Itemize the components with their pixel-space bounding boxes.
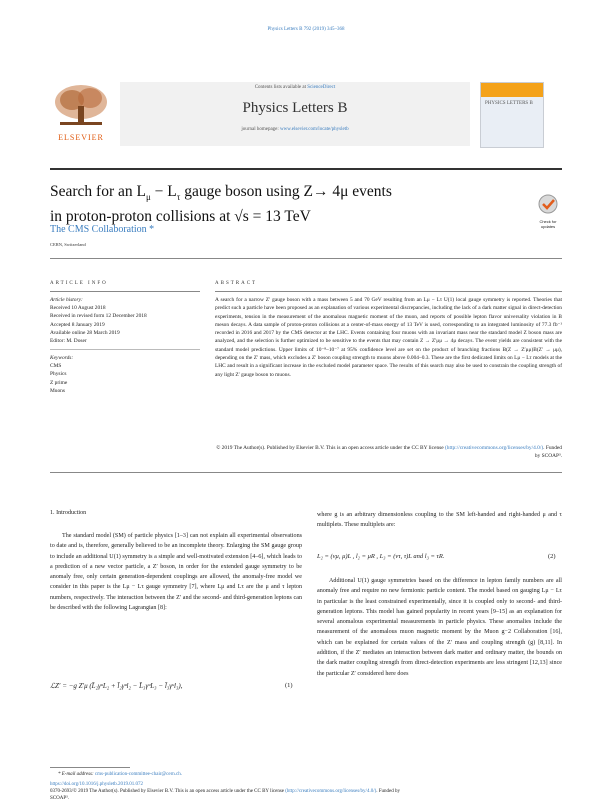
badge-line1: Check for [539,219,557,224]
equation-1: ℒZ′ = −g Z′μ (L̄₂γᵘL₂ + l̄₂γᵘl₂ − L̄₃γᵘL₃ − l̄₃γᵘl₃), [50,682,183,690]
history-item: Accepted 8 January 2019 [50,321,105,328]
contents-line [120,85,470,90]
title-sub: τ [176,192,181,203]
history-item: Available online 28 March 2019 [50,329,120,336]
keywords [50,354,200,395]
title-part: gauge boson using Z→ 4μ events [180,183,392,200]
license-link[interactable]: (http://creativecommons.org/licenses/by/4.0/) [445,445,544,451]
footer [50,781,562,802]
journal-title: Physics Letters B [242,100,348,116]
footer-text: . Funded by [376,789,400,794]
keyword: CMS [50,363,62,370]
right-paragraph-2: Additional U(1) gauge symmetries based on the difference in lepton family numbers are all anomaly free and require no new fermionic particle content. The model based on gauging Lμ − Lτ in particular is the least constrained experimentally, since it is coupled only to second- and third-generation leptons. This model has gained popularity in recent years [9–15] as an explanation for several anomalous experimental measurements in particle physics. These anomalies include the measurement of the anomalous muon magnetic moment by the Muon g−2 Collaboration [16], which can be explained for certain values of the Z′ mass and coupling strength (g) [8,11]. In addition, if the Z′ mediates an interaction between dark matter and ordinary matter, the bounds on the dark matter coupling strength from direct-detection experiments are less stringent [12,13] since the particular Z′ considered here does [317,578,562,677]
cover-journal-name: PHYSICS LETTERS B [485,101,533,106]
homepage-link[interactable]: www.elsevier.com/locate/physletb [280,127,349,132]
intro-paragraph: The standard model (SM) of particle physics [1–3] can not explain all experimental observations to date and is, therefore, generally believed to be an incomplete theory. Enlarging the SM gauge group to include an additional U(1) symmetry is a simple and well-motivated extension [4–6], which leads to a prediction of a new vector particle, a Z′ boson, in order for the extended gauge symmetry to be anomaly free, only certain generation-dependent couplings are allowed, the anomaly-free model we consider in this paper is the Lμ − Lτ gauge symmetry [7], where Lμ and Lτ are the μ and τ lepton numbers, respectively. The interaction between the Z′ and the second- and third-generation leptons can be described with the following Lagrangian [8]: [50,533,302,612]
keyword: Physics [50,371,67,378]
journal-cover-thumbnail[interactable] [480,82,544,148]
contents-prefix: Contents lists available at [254,85,308,90]
footnote-label: * E-mail address: [58,772,95,777]
divider [50,291,200,292]
article-info-heading: ARTICLE INFO [50,281,108,286]
check-updates-icon [534,194,562,214]
copyright-text: . Funded by SCOAP³. [534,445,562,460]
history-heading: Article history: [50,297,83,303]
publisher-name: ELSEVIER [58,133,104,142]
history-item: Received in revised form 12 December 2018 [50,313,147,320]
journal-banner [120,82,470,146]
footer-text: 0370-2693/© 2019 The Author(s). Published by Elsevier B.V. This is an open access article under the CC BY license [50,789,286,794]
divider [215,291,562,292]
article-history [50,296,200,345]
section-heading-introduction: 1. Introduction [50,510,87,516]
keyword: Z prime [50,379,68,386]
equation-2: L₂ = (νμ, μ)L , l₂ = μR , L₃ = (ντ, τ)L and l₃ = τR. [317,553,445,560]
equation-2-number: (2) [548,553,556,560]
article-title [50,182,490,226]
footer-license-link[interactable]: (http://creativecommons.org/licenses/by/4.0/) [285,789,377,794]
sciencedirect-link[interactable]: ScienceDirect [307,85,336,90]
elsevier-tree-icon [50,82,112,128]
affiliation: CERN, Switzerland [50,242,86,247]
journal-reference[interactable]: Physics Letters B 792 (2019) 345–368 [267,27,345,32]
homepage-prefix: journal homepage: [241,127,281,132]
title-part: − L [150,183,177,200]
divider [50,258,562,259]
authors[interactable]: The CMS Collaboration * [50,224,155,235]
title-sub: μ [145,192,151,203]
doi-link[interactable]: https://doi.org/10.1016/j.physletb.2019.01.072 [50,782,143,787]
badge-line2: updates [540,224,556,229]
copyright-text: © 2019 The Author(s). Published by Elsevier B.V. This is an open access article under the CC BY license [216,445,444,451]
divider [50,472,562,473]
check-for-updates-badge[interactable] [534,194,562,229]
abstract-text: A search for a narrow Z′ gauge boson with a mass between 5 and 70 GeV resulting from an Lμ − Lτ U(1) local gauge symmetry is reported. Theories that predict such a particle have been proposed as an explanation of various experimental discrepancies, including the lack of a dark matter signal in direct-detection experiments, tension in the measurement of the anomalous magnetic moment of the muon, and reports of possible lepton flavor universality violation in B meson decays. A data sample of proton-proton collisions at a center-of-mass energy of 13 TeV is used, corresponding to an integrated luminosity of 77.3 fb⁻¹ recorded in 2016 and 2017 by the CMS detector at the LHC. Events containing four muons with an invariant mass near the standard model Z boson mass are analyzed, and the selection is further optimized to be sensitive to the events that may contain Z → Z′μμ → 4μ decays. The event yields are consistent with the standard model predictions. Upper limits of 10⁻⁸–10⁻⁷ at 95% confidence level are set on the product of branching fractions B(Z → Z′μμ)B(Z′ → μμ), depending on the Z′ mass, which excludes a Z′ boson coupling strength to muons above 0.004–0.3. These are the first dedicated limits on Lμ − Lτ models at the LHC and result in a significant increase in the excluded model parameter space. The results of this search may also be used to constrain the coupling strength of any light Z′ gauge boson to muons. [215,297,562,378]
history-item: Editor: M. Doser [50,338,87,345]
abstract-copyright [215,444,562,461]
header-divider [50,168,562,170]
keywords-heading: Keywords: [50,355,74,361]
homepage-line [120,127,470,132]
footer-scoap: SCOAP³. [50,796,69,801]
title-line-2: in proton-proton collisions at √s = 13 TeV [50,208,311,226]
elsevier-logo[interactable] [50,82,112,140]
keyword: Muons [50,387,65,394]
email-link[interactable]: cms-publication-committee-chair@cern.ch. [94,772,182,777]
divider [50,349,200,350]
title-part: Search for an L [50,183,146,200]
equation-1-number: (1) [285,682,293,689]
journal-header [50,82,562,146]
right-paragraph-1: where g is an arbitrary dimensionless coupling to the SM left-handed and right-handed μ and τ multiplets. These multiplets are: [317,512,562,529]
abstract-heading: ABSTRACT [215,281,258,286]
footnote-divider [50,767,130,768]
history-item: Received 10 August 2018 [50,305,106,312]
cover-band [481,83,543,97]
footnote [58,771,182,778]
